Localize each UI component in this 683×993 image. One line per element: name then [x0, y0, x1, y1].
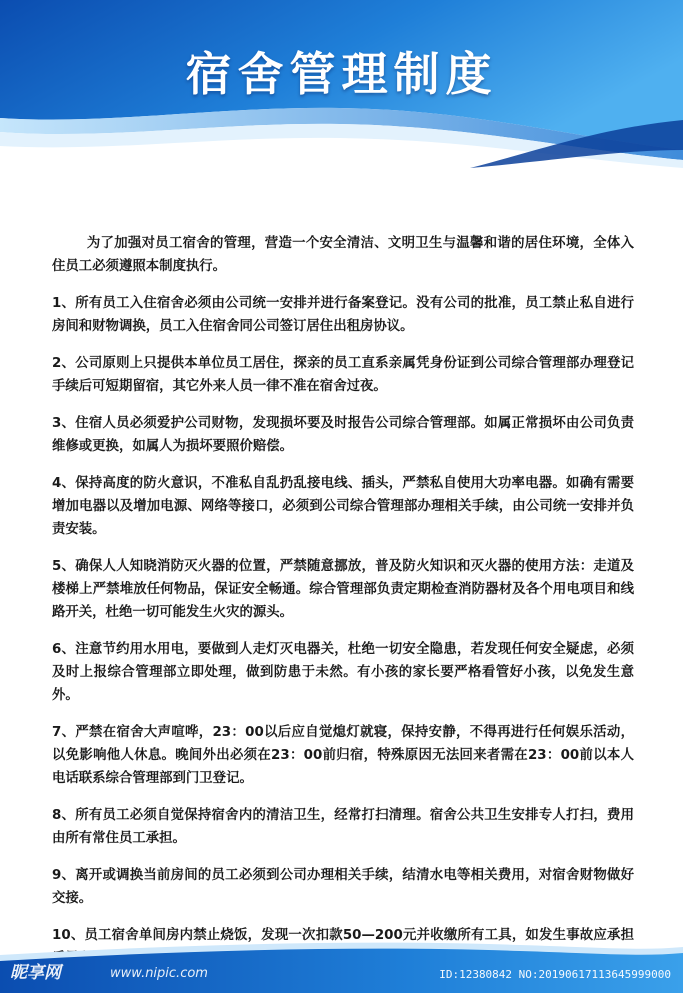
- watermark-logo: 昵享网: [10, 963, 61, 983]
- rule-item-1: 1、所有员工入住宿舍必须由公司统一安排并进行备案登记。没有公司的批准，员工禁止私自进行房间和财物调换，员工入住宿舍同公司签订居住出租房协议。: [52, 296, 634, 334]
- watermark-url: www.nipic.com: [110, 966, 208, 981]
- intro-paragraph: 为了加强对员工宿舍的管理，营造一个安全清洁、文明卫生与温馨和谐的居住环境，全体入住员工必须遵照本制度执行。: [52, 236, 634, 274]
- watermark-id: ID:12380842 NO:20190617113645999000: [439, 968, 671, 981]
- page-title: 宿舍管理制度: [185, 47, 498, 101]
- rule-item-4: 4、保持高度的防火意识，不准私自乱扔乱接电线、插头，严禁私自使用大功率电器。如确有需要增加电器以及增加电源、网络等接口，必须到公司综合管理部办理相关手续，由公司统一安排并负责安装。: [52, 476, 634, 537]
- rule-item-6: 6、注意节约用水用电，要做到人走灯灭电器关，杜绝一切安全隐患，若发现任何安全疑虑，必须及时上报综合管理部立即处理，做到防患于未然。有小孩的家长要严格看管好小孩，以免发生意外。: [52, 642, 634, 703]
- rule-item-5: 5、确保人人知晓消防灭火器的位置，严禁随意挪放，普及防火知识和灭火器的使用方法：走道及楼梯上严禁堆放任何物品，保证安全畅通。综合管理部负责定期检查消防器材及各个用电项目和线路开关，杜绝一切可能发生火灾的源头。: [52, 559, 634, 620]
- rule-item-8: 8、所有员工必须自觉保持宿舍内的清洁卫生，经常打扫清理。宿舍公共卫生安排专人打扫，费用由所有常住员工承担。: [52, 808, 634, 846]
- rule-item-10: 10、员工宿舍单间房内禁止烧饭，发现一次扣款50—200元并收缴所有工具，如发生事故应承担: [52, 928, 634, 943]
- rule-item-2: 2、公司原则上只提供本单位员工居住，探亲的员工直系亲属凭身份证到公司综合管理部办理登记手续后可短期留宿，其它外来人员一律不准在宿舍过夜。: [52, 356, 634, 394]
- rule-item-7: 7、严禁在宿舍大声喧哗，23：00以后应自觉熄灯就寝，保持安静，不得再进行任何娱乐活动，以免影响他人休息。晚间外出必须在23：00前归宿，特殊原因无法回来者需在23：00前以本人电话联系综合管理部到门卫登记。: [52, 725, 634, 786]
- rules-body: [52, 232, 634, 984]
- rule-item-3: 3、住宿人员必须爱护公司财物，发现损坏要及时报告公司综合管理部。如属正常损坏由公司负责维修或更换，如属人为损坏要照价赔偿。: [52, 416, 634, 454]
- footer-wave-graphic: [0, 933, 683, 993]
- rule-item-9: 9、离开或调换当前房间的员工必须到公司办理相关手续，结清水电等相关费用，对宿舍财物做好交接。: [52, 868, 634, 906]
- footer-banner: [0, 933, 683, 993]
- header-banner: [0, 0, 683, 180]
